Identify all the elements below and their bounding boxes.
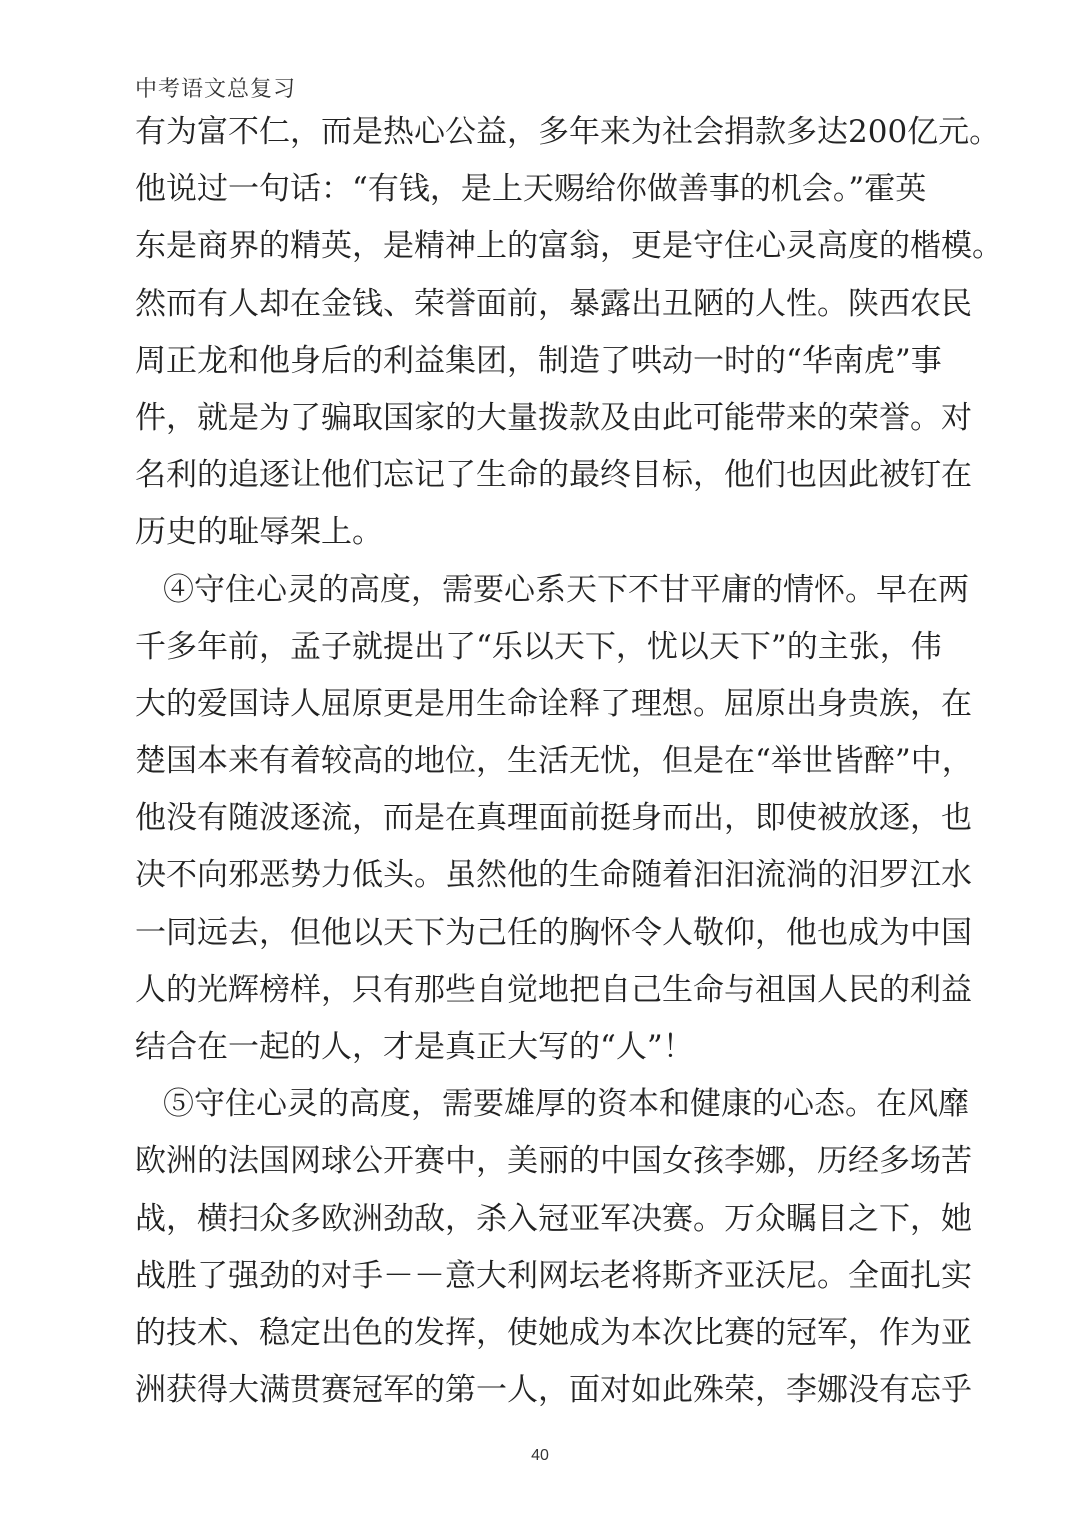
running-header: 中考语文总复习: [135, 77, 297, 102]
text-line: 决不向邪恶势力低头。虽然他的生命随着汩汩流淌的汨罗江水: [135, 857, 972, 894]
text-line: 历史的耻辱架上。: [135, 514, 383, 551]
page-number: 40: [531, 1447, 549, 1464]
paragraph-4-start: ④守住心灵的高度，需要心系天下不甘平庸的情怀。早在两: [163, 571, 969, 608]
text-line: 有为富不仁，而是热心公益，多年来为社会捐款多达200亿元。: [135, 114, 1001, 150]
text-line: 战，横扫众多欧洲劲敌，杀入冠亚军决赛。万众瞩目之下，她: [135, 1200, 972, 1237]
text-line: 战胜了强劲的对手－－意大利网坛老将斯齐亚沃尼。全面扎实: [135, 1257, 972, 1294]
text-line: 周正龙和他身后的利益集团，制造了哄动一时的“华南虎”事: [135, 342, 942, 379]
text-line: 千多年前，孟子就提出了“乐以天下，忧以天下”的主张，伟: [135, 628, 942, 665]
text-line: 他没有随波逐流，而是在真理面前挺身而出，即使被放逐，也: [135, 800, 972, 837]
text-line: 东是商界的精英，是精神上的富翁，更是守住心灵高度的楷模。: [135, 228, 1003, 265]
text-line: 他说过一句话：“有钱，是上天赐给你做善事的机会。”霍英: [135, 171, 927, 208]
text-line: 人的光辉榜样，只有那些自觉地把自己生命与祖国人民的利益: [135, 971, 972, 1008]
text-line: 件，就是为了骗取国家的大量拨款及由此可能带来的荣誉。对: [135, 399, 972, 436]
text-line: 大的爱国诗人屈原更是用生命诠释了理想。屈原出身贵族，在: [135, 685, 972, 722]
text-line: 名利的追逐让他们忘记了生命的最终目标，他们也因此被钉在: [135, 457, 972, 494]
text-line: 洲获得大满贯赛冠军的第一人，面对如此殊荣，李娜没有忘乎: [135, 1372, 972, 1409]
text-line: 然而有人却在金钱、荣誉面前，暴露出丑陋的人性。陕西农民: [135, 285, 972, 322]
text-line: 一同远去，但他以天下为己任的胸怀令人敬仰，他也成为中国: [135, 914, 972, 951]
text-line: 的技术、稳定出色的发挥，使她成为本次比赛的冠军，作为亚: [135, 1314, 972, 1351]
text-line: 结合在一起的人，才是真正大写的“人”！: [135, 1029, 694, 1065]
text-line: 欧洲的法国网球公开赛中，美丽的中国女孩李娜，历经多场苦: [135, 1143, 972, 1180]
body-text: [135, 104, 1003, 1419]
text-line: 楚国本来有着较高的地位，生活无忧，但是在“举世皆醉”中，: [135, 743, 973, 780]
paragraph-5-start: ⑤守住心灵的高度，需要雄厚的资本和健康的心态。在风靡: [163, 1086, 969, 1123]
